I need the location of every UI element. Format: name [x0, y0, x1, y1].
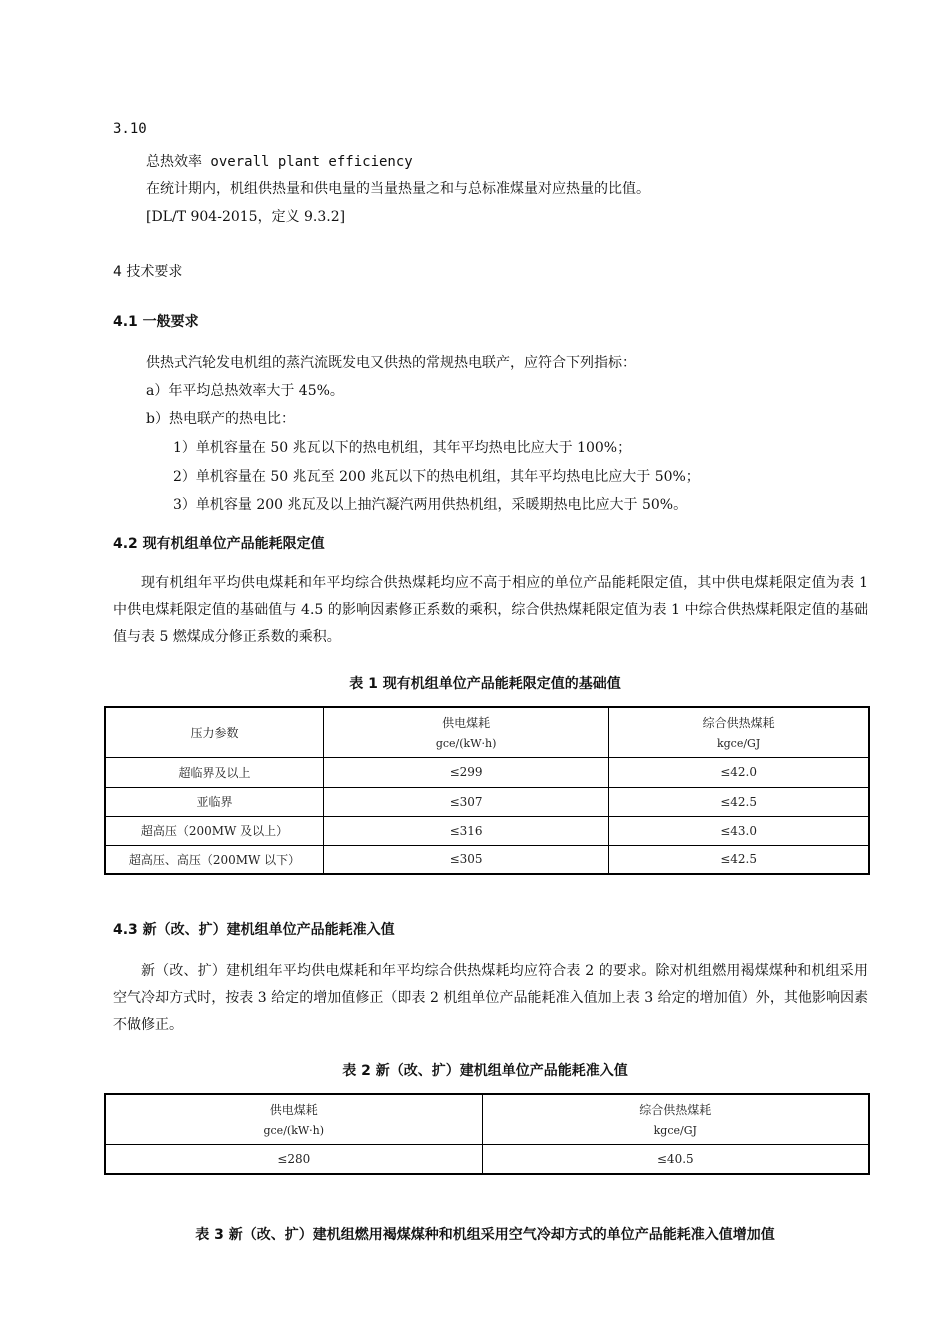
- table-2: [104, 1093, 870, 1175]
- table-cell-heat: ≤42.5: [609, 845, 869, 874]
- table-1: [104, 706, 870, 875]
- table-1-caption: 表 1 现有机组单位产品能耗限定值的基础值: [349, 676, 621, 692]
- table-2-header-heat: 综合供热煤耗 kgce/GJ: [482, 1094, 869, 1144]
- sub-item-3: 3）单机容量 200 兆瓦及以上抽汽凝汽两用供热机组，采暖期热电比应大于 50%。: [173, 497, 688, 513]
- section-3-10-source: [DL/T 904-2015，定义 9.3.2]: [146, 209, 346, 225]
- table-cell-power: ≤280: [105, 1144, 482, 1174]
- item-a: a）年平均总热效率大于 45%。: [146, 383, 344, 399]
- table-cell-param: 超临界及以上: [105, 757, 323, 787]
- section-3-10-term: 总热效率 overall plant efficiency: [146, 154, 413, 170]
- section-3-10-definition: 在统计期内，机组供热量和供电量的当量热量之和与总标准煤量对应热量的比值。: [146, 181, 650, 197]
- table-2-caption: 表 2 新（改、扩）建机组单位产品能耗准入值: [342, 1063, 628, 1079]
- section-4-title: 4 技术要求: [113, 264, 183, 280]
- item-b: b）热电联产的热电比：: [146, 411, 295, 427]
- table-cell-power: ≤316: [323, 816, 608, 845]
- table-row: [105, 845, 869, 874]
- table-row: [105, 787, 869, 816]
- table-2-header-row: [105, 1094, 869, 1144]
- table-row: [105, 1144, 869, 1174]
- table-cell-param: 超高压（200MW 及以上）: [105, 816, 323, 845]
- section-3-10-number: 3.10: [113, 121, 147, 137]
- table-cell-heat: ≤42.5: [609, 787, 869, 816]
- table-1-header-row: [105, 707, 869, 757]
- table-1-header-pressure: 压力参数: [105, 707, 323, 757]
- section-4-3-paragraph: 新（改、扩）建机组年平均供电煤耗和年平均综合供热煤耗均应符合表 2 的要求。除对机组燃用褐煤煤种和机组采用空气冷却方式时，按表 3 给定的增加值修正（即表 2 机组单位产品能耗准入值加上表 3 给定的增加值）外，其他影响因素不做修正。: [113, 963, 868, 1033]
- table-row: [105, 816, 869, 845]
- table-cell-heat: ≤40.5: [482, 1144, 869, 1174]
- table-1-header-heat: 综合供热煤耗 kgce/GJ: [609, 707, 869, 757]
- table-3-caption: 表 3 新（改、扩）建机组燃用褐煤煤种和机组采用空气冷却方式的单位产品能耗准入值增加值: [195, 1227, 775, 1243]
- table-cell-power: ≤299: [323, 757, 608, 787]
- sub-item-1: 1）单机容量在 50 兆瓦以下的热电机组，其年平均热电比应大于 100%；: [173, 440, 632, 456]
- table-cell-param: 亚临界: [105, 787, 323, 816]
- section-4-3-title: 4.3 新（改、扩）建机组单位产品能耗准入值: [113, 922, 395, 938]
- table-cell-power: ≤305: [323, 845, 608, 874]
- table-cell-heat: ≤42.0: [609, 757, 869, 787]
- section-4-2-paragraph: 现有机组年平均供电煤耗和年平均综合供热煤耗均应不高于相应的单位产品能耗限定值，其中供电煤耗限定值为表 1 中供电煤耗限定值的基础值与 4.5 的影响因素修正系数的乘积，综合供热煤耗限定值为表 1 中综合供热煤耗限定值的基础值与表 5 燃煤成分修正系数的乘积。: [113, 575, 868, 645]
- sub-item-2: 2）单机容量在 50 兆瓦至 200 兆瓦以下的热电机组，其年平均热电比应大于 50%；: [173, 469, 700, 485]
- table-cell-param: 超高压、高压（200MW 以下）: [105, 845, 323, 874]
- section-4-1-intro: 供热式汽轮发电机组的蒸汽流既发电又供热的常规热电联产，应符合下列指标：: [146, 355, 636, 371]
- table-row: [105, 757, 869, 787]
- table-2-header-power: 供电煤耗 gce/(kW·h): [105, 1094, 482, 1144]
- section-4-1-title: 4.1 一般要求: [113, 314, 199, 330]
- section-4-2-title: 4.2 现有机组单位产品能耗限定值: [113, 536, 325, 552]
- table-cell-heat: ≤43.0: [609, 816, 869, 845]
- table-cell-power: ≤307: [323, 787, 608, 816]
- table-1-header-power: 供电煤耗 gce/(kW·h): [323, 707, 608, 757]
